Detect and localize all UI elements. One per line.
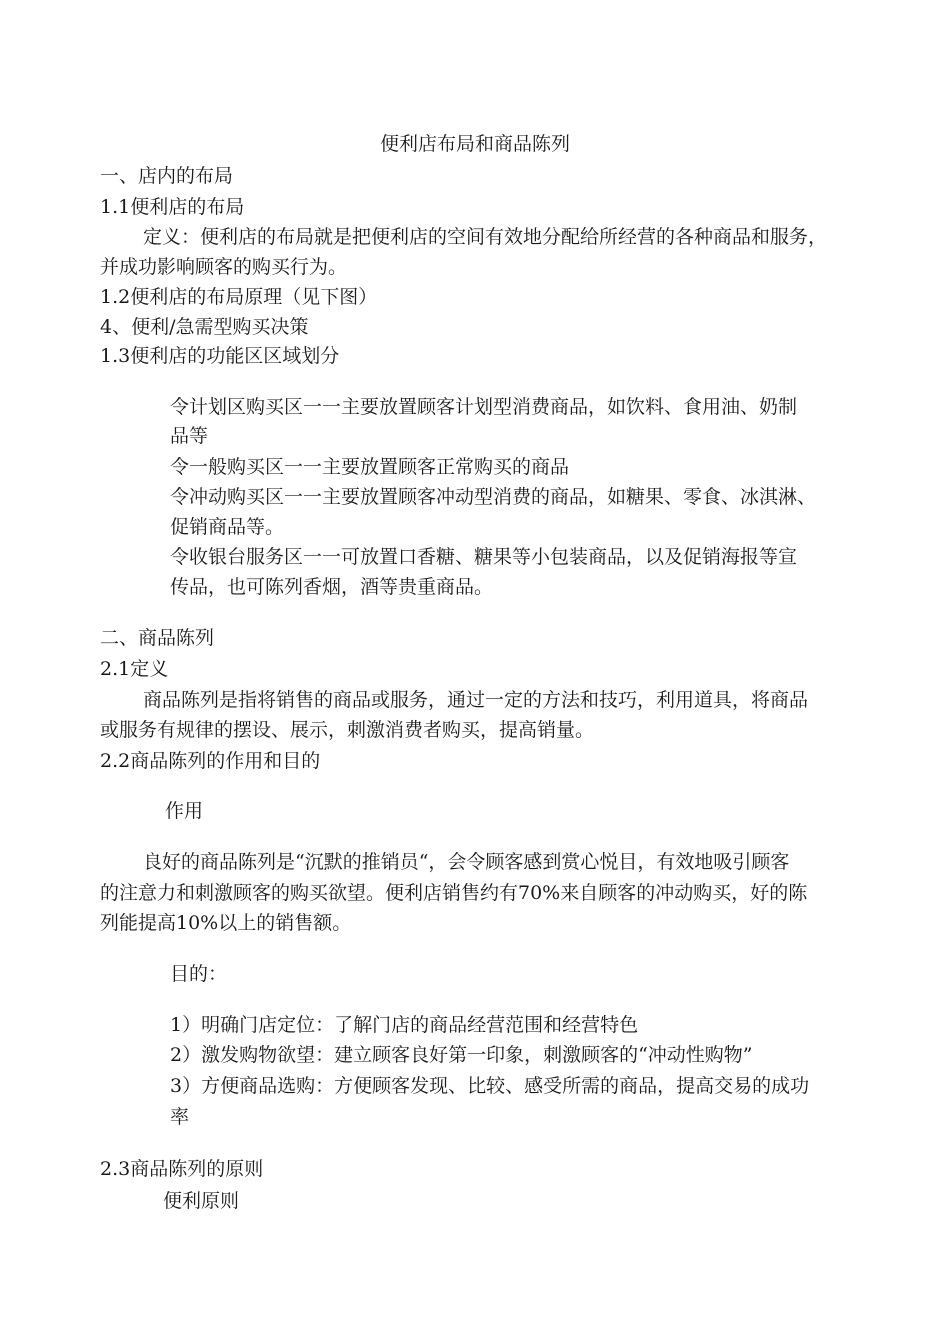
paragraph-display-def-line2: 或服务有规律的摆设、展示，刺激消费者购买，提高销量。 — [100, 719, 595, 741]
subsection-heading-1-3: 1.3便利店的功能区区域划分 — [100, 345, 340, 367]
zone-item-cashier-line1: 令收银台服务区一一可放置口香糖、糖果等小包装商品，以及促销海报等宣 — [170, 546, 798, 568]
subsection-heading-2-1: 2.1定义 — [100, 658, 169, 680]
zone-item-cashier-line2: 传品，也可陈列香烟，酒等贵重商品。 — [170, 576, 494, 598]
section-heading-2: 二、商品陈列 — [100, 627, 215, 649]
goal-item-3-line2: 率 — [170, 1106, 190, 1128]
paragraph-effect-line2: 的注意力和刺激顾客的购买欲望。便利店销售约有70%来自顾客的冲动购买，好的陈 — [100, 882, 808, 904]
paragraph-display-def-line1: 商品陈列是指将销售的商品或服务，通过一定的方法和技巧，利用道具，将商品 — [143, 689, 809, 711]
paragraph-effect-line1: 良好的商品陈列是“沉默的推销员“，会令顾客感到赏心悦目，有效地吸引顾客 — [143, 851, 790, 873]
paragraph-definition-line1: 定义：便利店的布局就是把便利店的空间有效地分配给所经营的各种商品和服务， — [143, 226, 828, 248]
paragraph-definition-line2: 并成功影响顾客的购买行为。 — [100, 256, 348, 278]
zone-item-planned-line1: 令计划区购买区一一主要放置顾客计划型消费商品，如饮料、食用油、奶制 — [170, 396, 798, 418]
zone-item-general: 令一般购买区一一主要放置顾客正常购买的商品 — [170, 456, 570, 478]
paragraph-effect-line3: 列能提高10%以上的销售额。 — [100, 912, 352, 934]
section-heading-1: 一、店内的布局 — [100, 165, 234, 187]
goal-item-1: 1）明确门店定位：了解门店的商品经营范围和经营特色 — [170, 1014, 639, 1036]
list-item-decision: 4、便利/急需型购买决策 — [100, 316, 309, 338]
goal-label: 目的： — [170, 963, 228, 985]
goal-item-3-line1: 3）方便商品选购：方便顾客发现、比较、感受所需的商品，提高交易的成功 — [170, 1075, 810, 1097]
document-title: 便利店布局和商品陈列 — [379, 133, 570, 155]
subsection-heading-2-2: 2.2商品陈列的作用和目的 — [100, 750, 321, 772]
zone-item-planned-line2: 品等 — [170, 425, 209, 447]
principle-convenience: 便利原则 — [163, 1190, 240, 1212]
effect-label: 作用 — [165, 800, 204, 822]
subsection-heading-1-1: 1.1便利店的布局 — [100, 196, 245, 218]
zone-item-impulse-line1: 令冲动购买区一一主要放置顾客冲动型消费的商品，如糖果、零食、冰淇淋、 — [170, 486, 817, 508]
zone-item-impulse-line2: 促销商品等。 — [170, 516, 285, 538]
subsection-heading-2-3: 2.3商品陈列的原则 — [100, 1158, 264, 1180]
goal-item-2: 2）激发购物欲望：建立顾客良好第一印象，刺激顾客的“冲动性购物” — [170, 1044, 753, 1066]
subsection-heading-1-2: 1.2便利店的布局原理（见下图） — [100, 286, 378, 308]
